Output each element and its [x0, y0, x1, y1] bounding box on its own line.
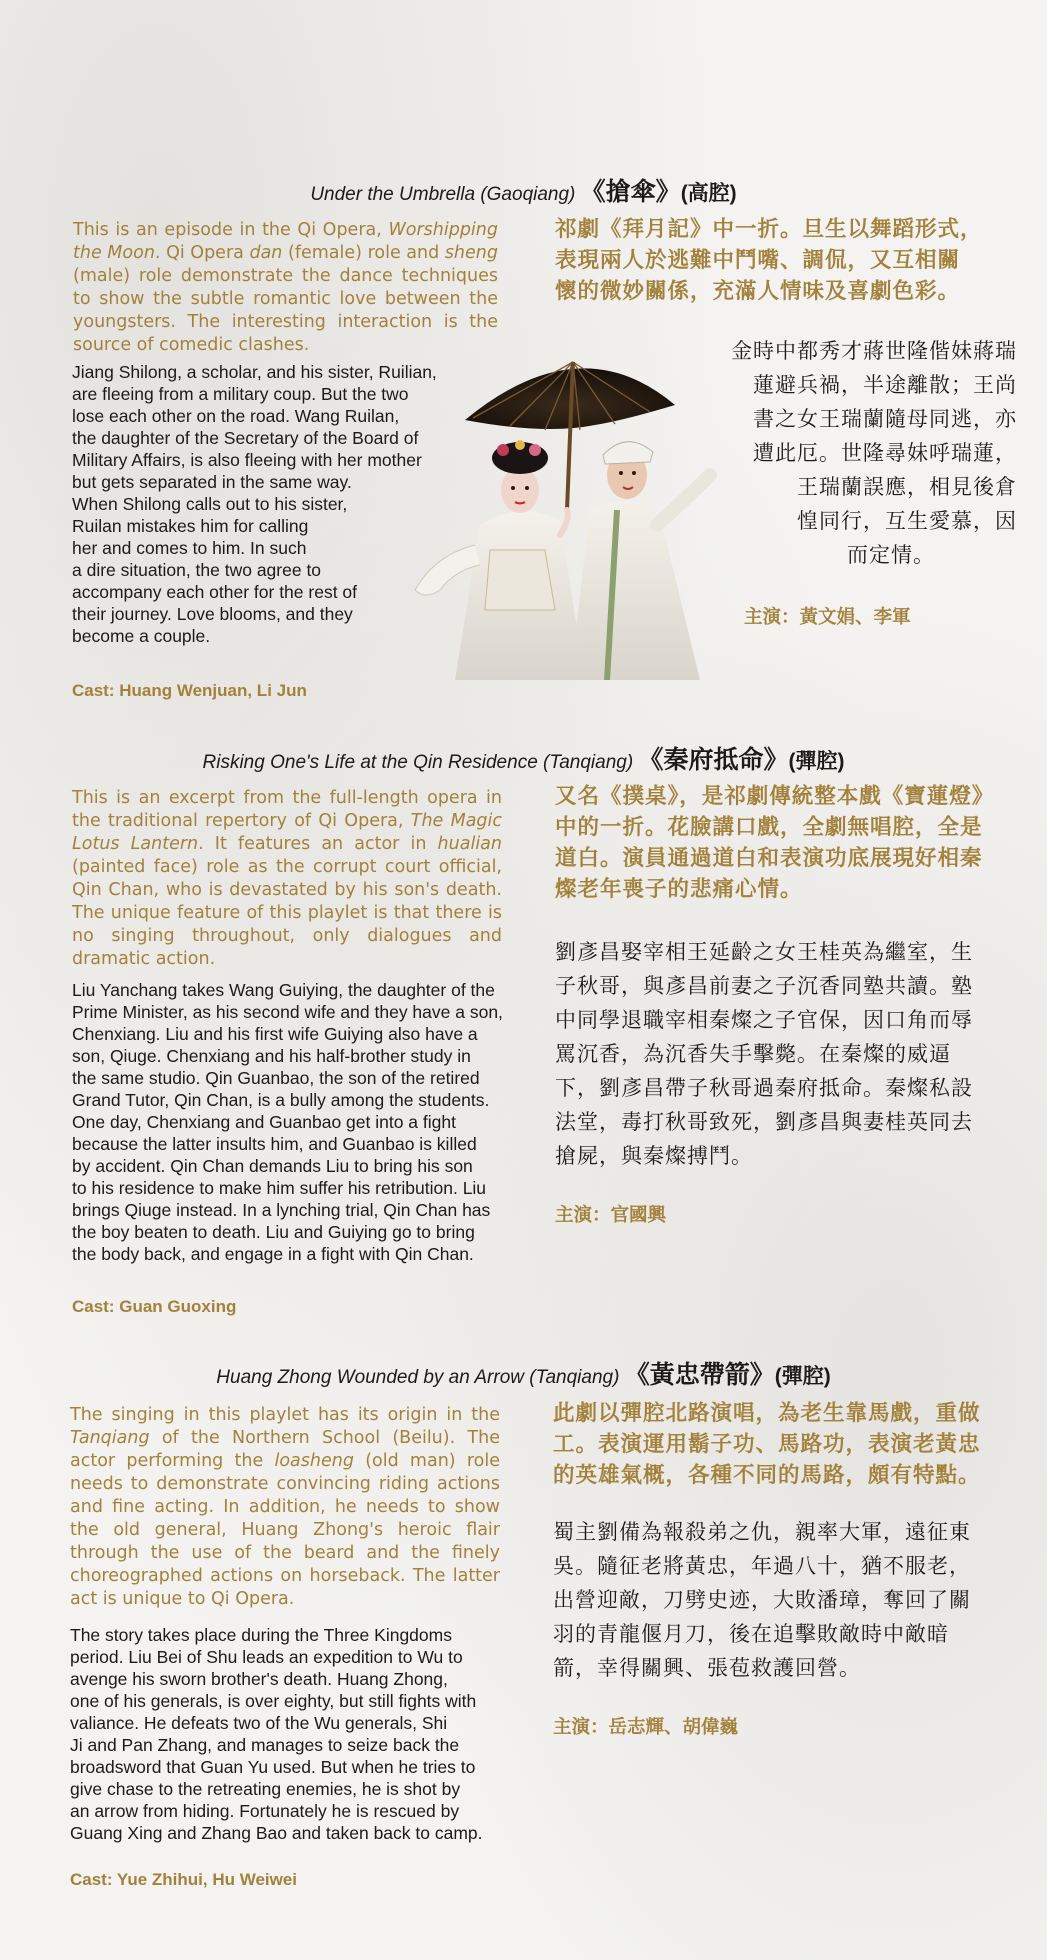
section3-intro-cn: 此劇以彈腔北路演唱，為老生靠馬戲，重做 工。表演運用鬍子功、馬路功，表演老黃忠 的英雄氣概，各種不同的馬路，頗有特點。 — [553, 1401, 981, 1488]
section2-cast-cn: 主演：官國興 — [555, 1205, 667, 1226]
section1-title: Under the Umbrella (Gaoqiang) 《搶傘》(高腔) — [310, 178, 737, 206]
section1-cast-cn: 主演：黃文娟、李軍 — [744, 607, 911, 628]
section2-story-en: Liu Yanchang takes Wang Guiying, the daughter of the Prime Minister, as his second wife and they have a son, Chenxiang. Liu and his first wife Guiying also have a son, Qiuge. Chenxiang and his half-brother study in the same studio. Qin Guanbao, the son of the retired Grand Tutor, Qin Chan, is a bully among the students. One day, Chenxiang and Guanbao get into a fight because the latter insults him, and Guanbao is killed by accident. Qin Chan demands Liu to bring his son to his residence to make him suffer his retribution. Liu brings Qiuge instead. In a lynching trial, Qin Chan has the boy beaten to death. Liu and Guiying go to bring the body back, and engage in a fight with Qin Chan. — [72, 980, 503, 1264]
section3-cast-cn: 主演：岳志輝、胡偉巍 — [553, 1717, 739, 1738]
section1-story-en: Jiang Shilong, a scholar, and his sister, Ruilian, are fleeing from a military coup. But the two lose each other on the road. Wang Ruilan, the daughter of the Secretary of the Board of Military Affairs, is also fleeing with her mother but gets separated in the same way. When Shilong calls out to his sister, Ruilan mistakes him for calling her and comes to him. In such a dire situation, the two agree to accompany each other for the rest of their journey. Love blooms, and they become a couple. — [72, 362, 437, 646]
section1-story-cn: 金時中都秀才蔣世隆偕妹蔣瑞 蓮避兵禍，半途離散；王尚 書之女王瑞蘭隨母同逃，亦 遭此厄。世隆尋妹呼瑞蓮， 王瑞蘭誤應，相見後倉 惶同行，互生愛慕，因 而定情。 — [731, 339, 1017, 567]
section1-intro-cn: 祁劇《拜月記》中一折。旦生以舞蹈形式， 表現兩人於逃難中鬥嘴、調侃，又互相關 懷的微妙關係，充滿人情味及喜劇色彩。 — [555, 217, 983, 304]
section3-story-en: The story takes place during the Three Kingdoms period. Liu Bei of Shu leads an expedition to Wu to avenge his sworn brother's death. Huang Zhong, one of his generals, is over eighty, but still fights with valiance. He defeats two of the Wu generals, Shi Ji and Pan Zhang, and manages to seize back the broadsword that Guan Yu used. But when he tries to give chase to the retreating enemies, he is shot by an arrow from hiding. Fortunately he is rescued by Guang Xing and Zhang Bao and taken back to camp. — [70, 1625, 483, 1843]
section3-cast-en: Cast: Yue Zhihui, Hu Weiwei — [70, 1870, 298, 1889]
section2-cast-en: Cast: Guan Guoxing — [72, 1297, 237, 1316]
section2-intro-en: This is an excerpt from the full-length opera in the traditional repertory of Qi Opera, The Magic Lotus Lantern. It features an actor in hualian (painted face) role as the corrupt court official, Qin Chan, who is devastated by his son's death. The unique feature of this playlet is that there is no singing throughout, only dialogues and dramatic action. — [72, 788, 503, 969]
section3-title: Huang Zhong Wounded by an Arrow (Tanqiang) 《黃忠帶箭》(彈腔) — [216, 1361, 831, 1389]
section1-cast-en: Cast: Huang Wenjuan, Li Jun — [72, 681, 307, 700]
section3-intro-en: The singing in this playlet has its origin in the Tanqiang of the Northern School (Beilu). The actor performing the loasheng (old man) role needs to demonstrate convincing riding actions and fine acting. In addition, he needs to show the old general, Huang Zhong's heroic flair through the use of the beard and the finely choreographed actions on horseback. The latter act is unique to Qi Opera. — [70, 1405, 501, 1609]
section2-title: Risking One's Life at the Qin Residence (Tanqiang) 《秦府抵命》(彈腔) — [202, 746, 845, 774]
section3-story-cn: 蜀主劉備為報殺弟之仇，親率大軍，遠征東 吳。隨征老將黃忠，年過八十，猶不服老， 出營迎敵，刀劈史迹，大敗潘璋，奪回了關 羽的青龍偃月刀，後在追擊敗敵時中敵暗 箭，幸得關興、張苞救護回營。 — [553, 1520, 971, 1680]
section1-intro-en: This is an episode in the Qi Opera, Worshipping the Moon. Qi Opera dan (female) role and sheng (male) role demonstrate the dance techniques to show the subtle romantic love between the youngsters. The interesting interaction is the source of comedic clashes. — [73, 220, 498, 355]
section2-intro-cn: 又名《撲桌》，是祁劇傳統整本戲《寶蓮燈》 中的一折。花臉講口戲，全劇無唱腔，全是 道白。演員通過道白和表演功底展現好相秦 燦老年喪子的悲痛心情。 — [555, 784, 995, 902]
section2-story-cn: 劉彥昌娶宰相王延齡之女王桂英為繼室，生 子秋哥，與彥昌前妻之子沉香同塾共讀。塾 中同學退職宰相秦燦之子官保，因口角而辱 罵沉香，為沉香失手擊斃。在秦燦的威逼 下，劉彥昌帶子秋哥過秦府抵命。秦燦私設 法堂，毒打秋哥致死，劉彥昌與妻桂英同去 搶屍，與秦燦搏鬥。 — [555, 940, 973, 1168]
